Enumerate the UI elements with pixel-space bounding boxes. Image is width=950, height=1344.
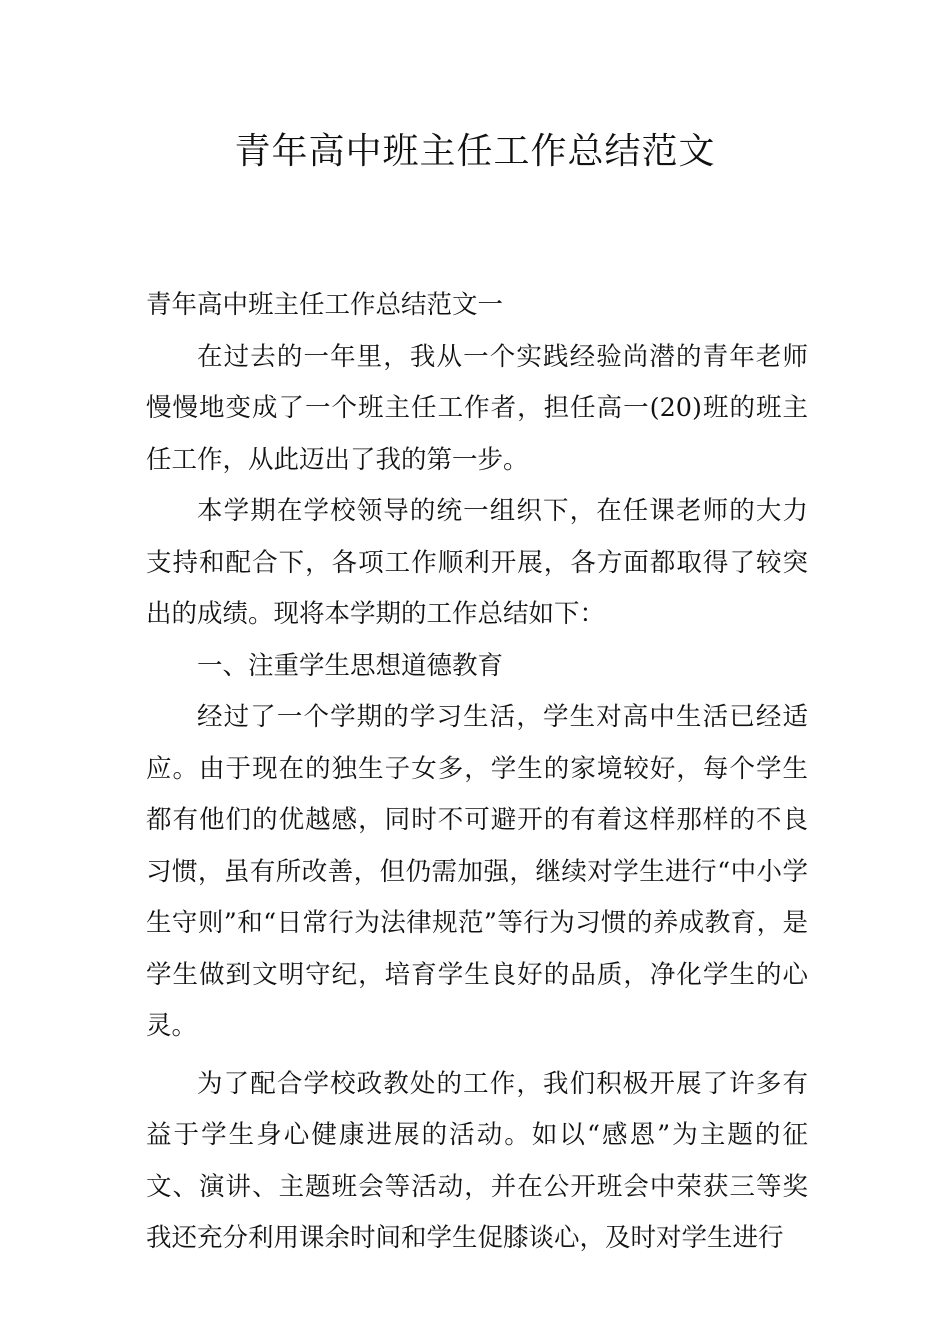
paragraph-overview: 本学期在学校领导的统一组织下，在任课老师的大力支持和配合下，各项工作顺利开展，各方面都取得了较突出的成绩。现将本学期的工作总结如下： [146,496,808,629]
document-title: 青年高中班主任工作总结范文 [234,131,716,172]
paragraph-moral-education: 经过了一个学期的学习生活，学生对高中生活已经适应。由于现在的独生子女多，学生的家境较好，每个学生都有他们的优越感，同时不可避开的有着这样那样的不良习惯，虽有所改善，但仍需加强，继续对学生进行“中小学生守则”和“日常行为法律规范”等行为习惯的养成教育，是学生做到文明守纪，培育学生良好的品质，净化学生的心灵。 [146,702,808,1041]
paragraph-activities: 为了配合学校政教处的工作，我们积极开展了许多有益于学生身心健康进展的活动。如以“感恩”为主题的征文、演讲、主题班会等活动，并在公开班会中荣获三等奖我还充分利用课余时间和学生促膝谈心，及时对学生进行 [146,1068,808,1253]
section-heading-moral-education: 一、注重学生思想道德教育 [197,650,504,681]
section-heading: 青年高中班主任工作总结范文一 [146,290,504,320]
paragraph-intro: 在过去的一年里，我从一个实践经验尚潜的青年老师慢慢地变成了一个班主任工作者，担任高一(20)班的班主任工作，从此迈出了我的第一步。 [146,341,808,475]
document-body [146,280,808,1265]
